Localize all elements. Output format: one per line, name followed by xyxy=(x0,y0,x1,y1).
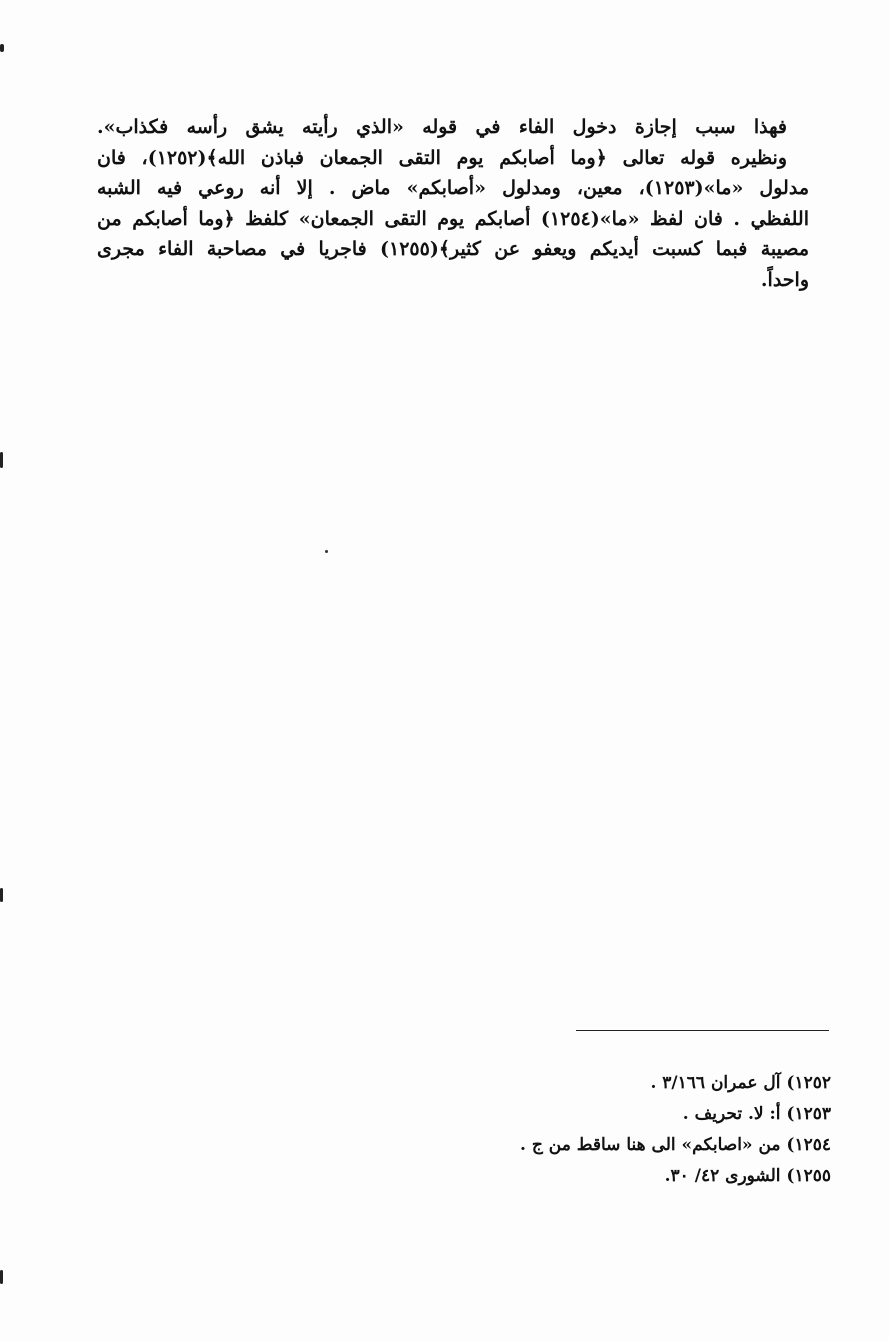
footnote-item: ١٢٥٣) أ: لا. تحريف . xyxy=(682,1104,831,1124)
footnote-separator xyxy=(576,1030,829,1031)
footnote-item: ١٢٥٥) الشورى ٤٢/ ٣٠. xyxy=(664,1166,831,1186)
footnote-item: ١٢٥٤) من «اصابكم» الى هنا ساقط من ج . xyxy=(520,1135,831,1155)
body-line: اللفظي . فان لفظ «ما»(١٢٥٤) أصابكم يوم التقى الجمعان» كلفظ ﴿وما أصابكم من xyxy=(97,207,809,230)
scan-edge-mark xyxy=(0,452,3,468)
body-line: واحداً. xyxy=(760,268,809,291)
body-text xyxy=(97,112,809,295)
scan-edge-mark xyxy=(0,44,4,52)
body-line: ونظيره قوله تعالى ﴿وما أصابكم يوم التقى الجمعان فباذن الله﴾(١٢٥٢)، فان xyxy=(97,146,787,169)
footnote-item: ١٢٥٢) آل عمران ٣/١٦٦ . xyxy=(650,1073,831,1093)
body-line: مصيبة فبما كسبت أيديكم ويعفو عن كثير﴾(١٢٥٥) فاجريا في مصاحبة الفاء مجرى xyxy=(97,238,809,260)
scan-edge-mark xyxy=(0,1270,3,1284)
scan-edge-mark xyxy=(0,888,3,902)
body-line: فهذا سبب إجازة دخول الفاء في قوله «الذي رأيته يشق رأسه فكذاب». xyxy=(97,116,787,138)
body-line: مدلول «ما»(١٢٥٣)، معين، ومدلول «أصابكم» ماض . إلا أنه روعي فيه الشبه xyxy=(97,177,809,199)
footnotes xyxy=(411,1068,831,1192)
scan-speck xyxy=(325,550,328,553)
